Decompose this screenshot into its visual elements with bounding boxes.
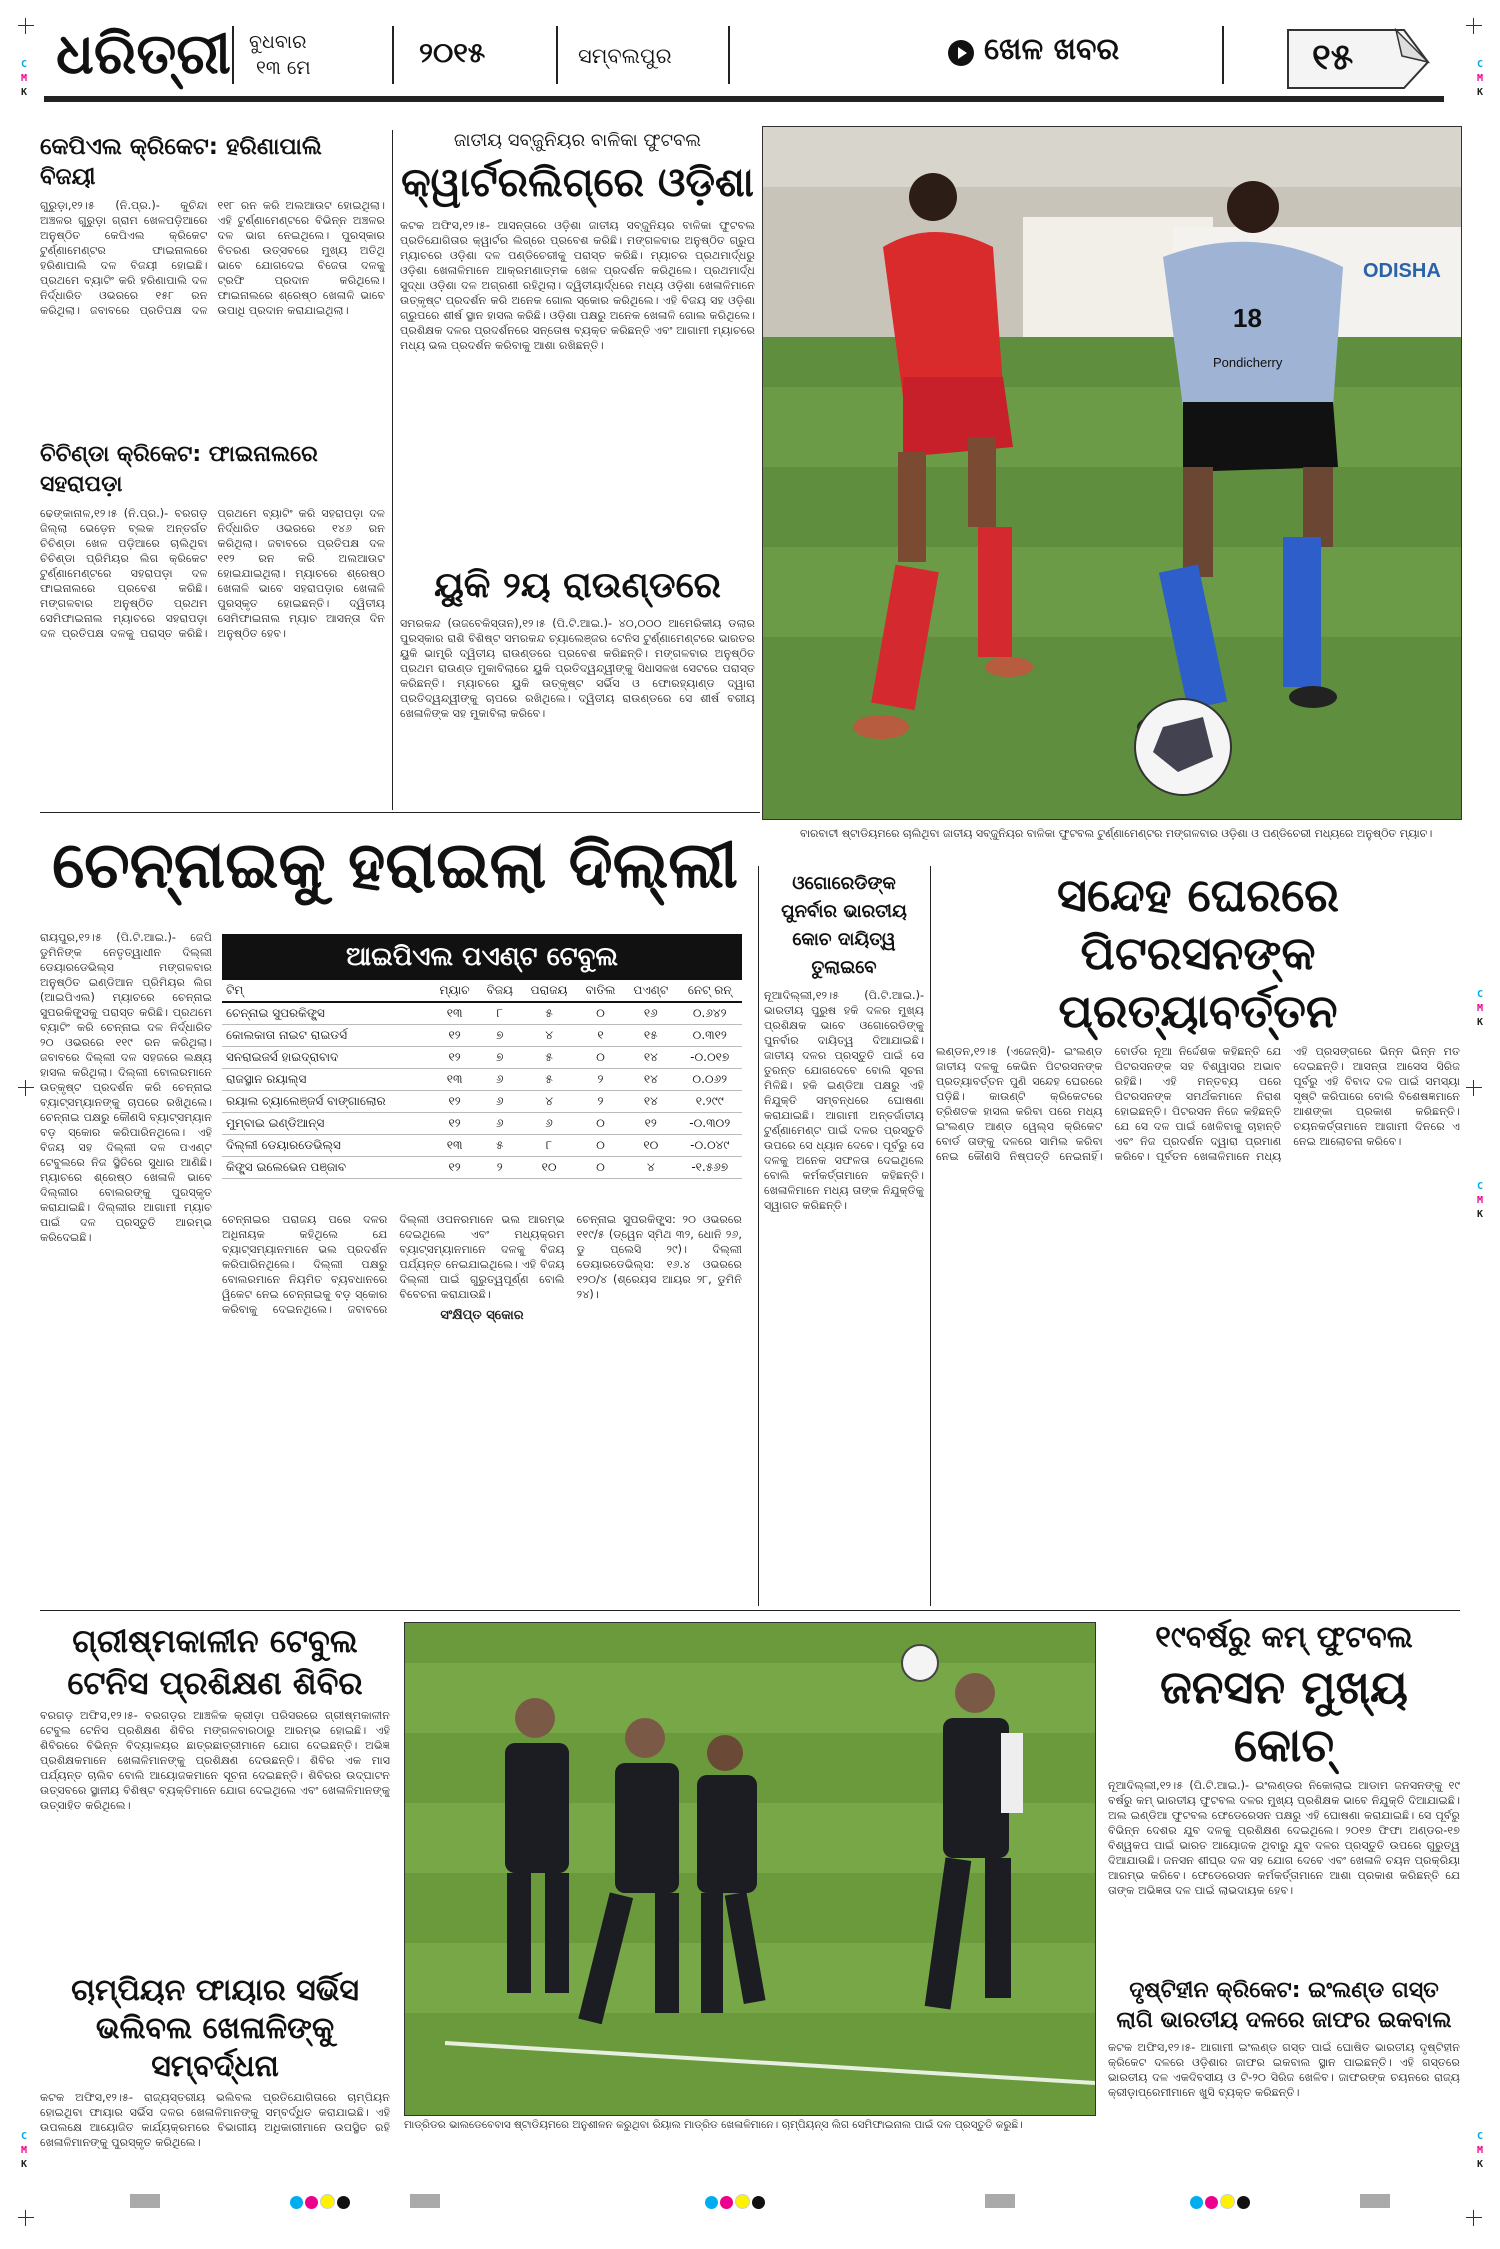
grey-patch — [130, 2194, 160, 2208]
divider — [232, 26, 234, 84]
table-cell: ୬ — [521, 1113, 577, 1135]
table-cell: ୨ — [577, 1069, 624, 1091]
grey-patch — [1360, 2194, 1390, 2208]
issue-date: ୧୩ ମେ — [256, 57, 311, 79]
column-rule — [392, 130, 393, 810]
divider — [392, 26, 394, 84]
team-name: ମୁମ୍ବାଇ ଇଣ୍ଡିଆନ୍ସ — [222, 1113, 431, 1135]
team-name: ଦିଲ୍ଲୀ ଡେୟାରଡେଭିଲ୍ସ — [222, 1135, 431, 1157]
table-header-cell: ଟିମ୍ — [222, 980, 431, 1002]
column-rule — [930, 866, 931, 1606]
kicker: ଜାତୀୟ ସବ୍‌ଜୁନିୟର ବାଳିକା ଫୁଟବଲ — [453, 130, 702, 151]
jersey-text: Pondicherry — [1213, 355, 1283, 370]
headline: ଗ୍ରୀଷ୍ମକାଳୀନ ଟେବୁଲ ଟେନିସ ପ୍ରଶିକ୍ଷଣ ଶିବିର — [67, 1622, 363, 1702]
issue-day: ବୁଧବାର — [249, 31, 307, 53]
article-body: ଢେଙ୍କାନାଳ,୧୨।୫ (ନି.ପ୍ର.)- ବରଗଡ଼ ଜିଲ୍ଲା ଭେଡ଼େନ ବ୍ଲକ ଅନ୍ତର୍ଗତ ଚିଚିଣ୍ଡା ଖେଳ ପଡ଼ିଆରେ ଚାଲିଥିବା ଚିଚିଣ୍ଡା ପ୍ରିମିୟର ଲିଗ କ୍ରିକେଟ ଟୁର୍ଣ୍ଣାମେଣ୍ଟରେ ସହରାପଡ଼ା ଦଳ ଫାଇନାଲରେ ପ୍ରବେଶ କରିଛି। ମଙ୍ଗଳବାର ଅନୁଷ୍ଠିତ ପ୍ରଥମ ସେମିଫାଇନାଲ ମ୍ୟାଚରେ ସହରାପଡ଼ା ଦଳ ପ୍ରତିପକ୍ଷ ଦଳକୁ ପରାସ୍ତ କରିଛି। ପ୍ରଥମେ ବ୍ୟାଟିଂ କରି ସହରାପଡ଼ା ଦଳ ନିର୍ଦ୍ଧାରିତ ଓଭରରେ ୧୪୬ ରନ କରିଥିଲା। ଜବାବରେ ପ୍ରତିପକ୍ଷ ଦଳ ୧୧୨ ରନ କରି ଅଲଆଉଟ ହୋଇଯାଇଥିଲା। ମ୍ୟାଚରେ ଶ୍ରେଷ୍ଠ ଖେଳାଳି ଭାବେ ସହରାପଡ଼ାର ଖେଳାଳି ପୁରସ୍କୃତ ହୋଇଛନ୍ତି। ଦ୍ୱିତୀୟ ସେମିଫାଇନାଲ ମ୍ୟାଚ ଆସନ୍ତା ଦିନ ଅନୁଷ୍ଠିତ ହେବ। — [40, 507, 385, 640]
headline: ଜନସନ ମୁଖ୍ୟ କୋଚ୍ — [1160, 1660, 1408, 1772]
table-cell: ୧୬ — [624, 1002, 677, 1025]
table-header-cell: ବିଜୟ — [478, 980, 521, 1002]
table-row — [222, 1157, 742, 1179]
table-cell: ୧୦ — [521, 1157, 577, 1179]
headline: କେପିଏଲ କ୍ରିକେଟ: ହରିଣାପାଲି ବିଜୟୀ — [40, 134, 322, 190]
headline: ଓଗୋରେଡିଙ୍କ ପୁନର୍ବାର ଭାରତୀୟ କୋଚ ଦାୟିତ୍ୱ ତୁଲାଇବେ — [781, 873, 907, 978]
table-header-cell: ପରାଜୟ — [521, 980, 577, 1002]
registration-crosshair — [1466, 18, 1482, 34]
article-text: ଚେନ୍ନାଇର ପରାଜୟ ପରେ ଦଳର ଅଧିନାୟକ କହିଥିଲେ ଯେ ବ୍ୟାଟ୍ସମ୍ୟାନମାନେ ଭଲ ପ୍ରଦର୍ଶନ କରିପାରିନଥିଲେ। ଦିଲ୍ଲୀ ପକ୍ଷରୁ ବୋଲରମାନେ ନିୟମିତ ବ୍ୟବଧାନରେ ୱିକେଟ ନେଇ ଚେନ୍ନାଇକୁ ବଡ଼ ସ୍କୋର କରିବାକୁ ଦେଇନଥିଲେ। ଜବାବରେ ଦିଲ୍ଲୀ ଓପନରମାନେ ଭଲ ଆରମ୍ଭ ଦେଇଥିଲେ ଏବଂ ମଧ୍ୟକ୍ରମ ବ୍ୟାଟ୍ସମ୍ୟାନମାନେ ଦଳକୁ ବିଜୟ ପର୍ଯ୍ୟନ୍ତ ନେଇଯାଇଥିଲେ। ଏହି ବିଜୟ ଦିଲ୍ଲୀ ପାଇଁ ଗୁରୁତ୍ୱପୂର୍ଣ୍ଣ ବୋଲି ବିବେଚନା କରାଯାଉଛି। — [222, 1213, 565, 1316]
article-body: କଟକ ଅଫିସ,୧୨।୫- ଆସନ୍ତାରେ ଓଡ଼ିଶା ଜାତୀୟ ସବ୍‌ଜୁନିୟର ବାଳିକା ଫୁଟବଲ ପ୍ରତିଯୋଗିତାର କ୍ୱାର୍ଟର ଲିଗ୍‌ରେ ପ୍ରବେଶ କରିଛି। ମଙ୍ଗଳବାର ଅନୁଷ୍ଠିତ ଗ୍ରୁପ ମ୍ୟାଚରେ ଓଡ଼ିଶା ଦଳ ପଣ୍ଡିଚେରୀକୁ ପରାସ୍ତ କରିଛି। ମ୍ୟାଚର ପ୍ରଥମାର୍ଦ୍ଧରୁ ଓଡ଼ିଶା ଖେଳାଳିମାନେ ଆକ୍ରମଣାତ୍ମକ ଖେଳ ପ୍ରଦର୍ଶନ କରିଥିଲେ। ପ୍ରଥମାର୍ଦ୍ଧ ସୁଦ୍ଧା ଓଡ଼ିଶା ଦଳ ଅଗ୍ରଣୀ ରହିଥିଲା। ଦ୍ୱିତୀୟାର୍ଦ୍ଧରେ ମଧ୍ୟ ଓଡ଼ିଶା ଖେଳାଳିମାନେ ଉତ୍କୃଷ୍ଟ ପ୍ରଦର୍ଶନ କରି ଅନେକ ଗୋଲ ସ୍କୋର କରିଥିଲେ। ଏହି ବିଜୟ ସହ ଓଡ଼ିଶା ଗ୍ରୁପରେ ଶୀର୍ଷ ସ୍ଥାନ ହାସଲ କରିଛି। ଓଡ଼ିଶା ପକ୍ଷରୁ ଅନେକ ଖେଳାଳି ଗୋଲ କରିଥିଲେ। ପ୍ରଶିକ୍ଷକ ଦଳର ପ୍ରଦର୍ଶନରେ ସନ୍ତୋଷ ବ୍ୟକ୍ତ କରିଛନ୍ତି ଏବଂ ଆଗାମୀ ମ୍ୟାଚରେ ମଧ୍ୟ ଭଲ ପ୍ରଦର୍ଶନ କରିବାକୁ ଆଶା ରଖିଛନ୍ତି। — [400, 219, 755, 352]
table-cell: ୨ — [577, 1091, 624, 1113]
team-name: ସନରାଇଜର୍ସ ହାଇଦ୍ରାବାଦ — [222, 1047, 431, 1069]
edition-city: ସମ୍ବଲପୁର — [578, 44, 672, 68]
table-cell: ୫ — [478, 1135, 521, 1157]
divider — [556, 26, 558, 84]
cmyk-mark: C M K — [1476, 59, 1484, 98]
team-name: ରୟାଲ ଚ୍ୟାଲେଞ୍ଜର୍ସ ବାଙ୍ଗାଲୋର — [222, 1091, 431, 1113]
table-cell: ୧ — [577, 1025, 624, 1047]
football-ball — [1135, 699, 1231, 795]
table-cell: ୦ — [577, 1157, 624, 1179]
article-body: କଟକ ଅଫିସ,୧୨।୫- ରାଜ୍ୟସ୍ତରୀୟ ଭଲିବଲ ପ୍ରତିଯୋଗିତାରେ ଚାମ୍ପିୟନ ହୋଇଥିବା ଫାୟାର ସର୍ଭିସ ଦଳର ଖେଳାଳିମାନଙ୍କୁ ସମ୍ବର୍ଦ୍ଧିତ କରାଯାଇଛି। ଏହି ଉପଲକ୍ଷେ ଆୟୋଜିତ କାର୍ଯ୍ୟକ୍ରମରେ ବିଭାଗୀୟ ଅଧିକାରୀମାନେ ଉପସ୍ଥିତ ରହି ଖେଳାଳିମାନଙ୍କୁ ପୁରସ୍କୃତ କରିଥିଲେ। — [40, 2091, 390, 2149]
cmyk-mark: C M K — [1476, 2131, 1484, 2170]
table-cell: ୪ — [624, 1157, 677, 1179]
registration-crosshair — [1466, 1080, 1482, 1096]
scorecard-title: ସଂକ୍ଷିପ୍ତ ସ୍କୋର — [440, 1308, 524, 1323]
article-body: ନୂଆଦିଲ୍ଲୀ,୧୨।୫ (ପି.ଟି.ଆଇ.)- ଇଂଲଣ୍ଡର ନିକୋଲାଇ ଆଡାମ ଜନସନଙ୍କୁ ୧୯ ବର୍ଷରୁ କମ୍ ଭାରତୀୟ ଫୁଟବଲ ଦଳର ମୁଖ୍ୟ ପ୍ରଶିକ୍ଷକ ଭାବେ ନିଯୁକ୍ତି ଦିଆଯାଇଛି। ଅଲ ଇଣ୍ଡିଆ ଫୁଟବଲ ଫେଡେରେସନ ପକ୍ଷରୁ ଏହି ଘୋଷଣା କରାଯାଇଛି। ସେ ପୂର୍ବରୁ ବିଭିନ୍ନ ଦେଶର ଯୁବ ଦଳକୁ ପ୍ରଶିକ୍ଷଣ ଦେଇଥିଲେ। ୨୦୧୭ ଫିଫା ଅଣ୍ଡର-୧୭ ବିଶ୍ୱକପ ପାଇଁ ଭାରତ ଆୟୋଜକ ଥିବାରୁ ଯୁବ ଦଳର ପ୍ରସ୍ତୁତି ଉପରେ ଗୁରୁତ୍ୱ ଦିଆଯାଉଛି। ଜନସନ ଶୀଘ୍ର ଦଳ ସହ ଯୋଗ ଦେବେ ଏବଂ ଖେଳାଳି ଚୟନ ପ୍ରକ୍ରିୟା ଆରମ୍ଭ କରିବେ। ଫେଡେରେସନ କର୍ମକର୍ତ୍ତାମାନେ ଆଶା ପ୍ରକାଶ କରିଛନ୍ତି ଯେ ତାଙ୍କ ଅଭିଜ୍ଞତା ଦଳ ପାଇଁ ଲାଭଦାୟକ ହେବ। — [1108, 1779, 1460, 1897]
points-table — [222, 980, 742, 1179]
article-body-delhi-2 — [222, 1212, 742, 1592]
table-row — [222, 1135, 742, 1157]
table-cell: ୬ — [478, 1113, 521, 1135]
table-cell: -୦.୦୪୯ — [677, 1135, 742, 1157]
headline: ୟୁକି ୨ୟ ରାଉଣ୍ଡରେ — [434, 565, 721, 606]
table-cell: ୫ — [521, 1047, 577, 1069]
cmyk-mark: C M K — [20, 2131, 28, 2170]
table-cell: ୧୪ — [624, 1069, 677, 1091]
headline: ସନ୍ଦେହ ଘେରରେ ପିଟରସନଙ୍କ ପ୍ରତ୍ୟାବର୍ତ୍ତନ — [1056, 868, 1340, 1038]
grey-patch — [985, 2194, 1015, 2208]
table-cell: -୧.୫୬୭ — [677, 1157, 742, 1179]
table-cell: ୧.୨୯୯ — [677, 1091, 742, 1113]
story-coach — [764, 870, 924, 1596]
section-title: ଖେଳ ଖବର — [984, 32, 1120, 67]
cmyk-mark: C M K — [20, 59, 28, 98]
row-rule — [40, 1610, 1460, 1611]
football-photo — [762, 126, 1462, 820]
story-jansen — [1108, 1618, 1460, 2030]
masthead — [44, 20, 1464, 120]
table-header-cell: ବାତିଲ — [577, 980, 624, 1002]
story-volleyball — [40, 1972, 390, 2186]
headline: ଚାମ୍ପିୟନ ଫାୟାର ସର୍ଭିସ ଭଲିବଲ ଖେଳାଳିଙ୍କୁ ସମ୍ବର୍ଦ୍ଧନା — [71, 1973, 359, 2084]
photo-caption: ମାଡ୍ରିଡର ଭାଲଡେବେବାସ ଷ୍ଟାଡିୟମରେ ଅନୁଶୀଳନ କରୁଥିବା ରିୟାଲ ମାଡ୍ରିଡ ଖେଳାଳିମାନେ। ଚାମ୍ପିୟନ୍ସ ଲିଗ ସେମିଫାଇନାଲ ପାଇଁ ଦଳ ପ୍ରସ୍ତୁତି କରୁଛି। — [404, 2119, 1023, 2131]
story-blind-cricket — [1108, 1976, 1460, 2140]
table-cell: ୦.୩୧୨ — [677, 1025, 742, 1047]
table-cell: ୧୫ — [624, 1025, 677, 1047]
table-cell: ୬ — [478, 1091, 521, 1113]
story-kpl-cricket — [40, 132, 385, 488]
cmyk-mark: C M K — [1476, 1181, 1484, 1220]
story-yuki — [400, 560, 755, 812]
table-cell: ୧୨ — [431, 1113, 479, 1135]
table-row — [222, 1047, 742, 1069]
table-cell: ୮ — [521, 1135, 577, 1157]
table-row — [222, 1091, 742, 1113]
story-table-tennis — [40, 1620, 390, 1972]
table-cell: -୦.୩୦୨ — [677, 1113, 742, 1135]
table-cell: ୦ — [577, 1047, 624, 1069]
table-cell: ୧୨ — [431, 1091, 479, 1113]
cmyk-mark: C M K — [1476, 989, 1484, 1028]
soccer-training-photo — [404, 1622, 1096, 2116]
table-header-cell: ପଏଣ୍ଟ — [624, 980, 677, 1002]
table-row — [222, 1069, 742, 1091]
table-cell: ୧୨ — [431, 1047, 479, 1069]
table-row — [222, 1113, 742, 1135]
headline: ଦୃଷ୍ଟିହୀନ କ୍ରିକେଟ: ଇଂଲଣ୍ଡ ଗସ୍ତ ଲାଗି ଭାରତୀୟ ଦଳରେ ଜାଫର ଇକବାଲ — [1116, 1978, 1452, 2033]
issue-year: ୨୦୧୫ — [419, 36, 486, 69]
table-cell: ୧୨ — [431, 1157, 479, 1179]
table-row — [222, 1025, 742, 1047]
table-header-cell: ନେଟ୍ ରନ୍ — [677, 980, 742, 1002]
table-row — [222, 1002, 742, 1025]
article-body: ନୂଆଦିଲ୍ଲୀ,୧୨।୫ (ପି.ଟି.ଆଇ.)- ଭାରତୀୟ ପୁରୁଷ ହକି ଦଳର ମୁଖ୍ୟ ପ୍ରଶିକ୍ଷକ ଭାବେ ଓଗୋରେଡିଙ୍କୁ ପୁନର୍ବାର ଦାୟିତ୍ୱ ଦିଆଯାଇଛି। ଜାତୀୟ ଦଳର ପ୍ରସ୍ତୁତି ପାଇଁ ସେ ତୁରନ୍ତ ଯୋଗଦେବେ ବୋଲି ସୂଚନା ମିଳିଛି। ହକି ଇଣ୍ଡିଆ ପକ୍ଷରୁ ଏହି ନିଯୁକ୍ତି ସମ୍ବନ୍ଧରେ ଘୋଷଣା କରାଯାଇଛି। ଆଗାମୀ ଅନ୍ତର୍ଜାତୀୟ ଟୁର୍ଣ୍ଣାମେଣ୍ଟ ପାଇଁ ଦଳର ପ୍ରସ୍ତୁତି ଉପରେ ସେ ଧ୍ୟାନ ଦେବେ। ପୂର୍ବରୁ ସେ ଦଳକୁ ଅନେକ ସଫଳତା ଦେଇଥିଲେ ବୋଲି କର୍ମକର୍ତ୍ତାମାନେ କହିଛନ୍ତି। ଖେଳାଳିମାନେ ମଧ୍ୟ ତାଙ୍କ ନିଯୁକ୍ତିକୁ ସ୍ୱାଗତ କରିଛନ୍ତି। — [764, 989, 924, 1212]
article-body: ବରଗଡ଼ ଅଫିସ,୧୨।୫- ବରଗଡ଼ର ଆଞ୍ଚଳିକ କ୍ରୀଡ଼ା ପରିସରରେ ଗ୍ରୀଷ୍ମକାଳୀନ ଟେବୁଲ ଟେନିସ ପ୍ରଶିକ୍ଷଣ ଶିବିର ମଙ୍ଗଳବାରଠାରୁ ଆରମ୍ଭ ହୋଇଛି। ଏହି ଶିବିରରେ ବିଭିନ୍ନ ବିଦ୍ୟାଳୟର ଛାତ୍ରଛାତ୍ରୀମାନେ ଯୋଗ ଦେଇଛନ୍ତି। ଅଭିଜ୍ଞ ପ୍ରଶିକ୍ଷକମାନେ ଖେଳାଳିମାନଙ୍କୁ ପ୍ରଶିକ୍ଷଣ ଦେଉଛନ୍ତି। ଶିବିର ଏକ ମାସ ପର୍ଯ୍ୟନ୍ତ ଚାଲିବ ବୋଲି ଆୟୋଜକମାନେ ସୂଚନା ଦେଇଛନ୍ତି। ଶିବିରର ଉଦ୍‌ଘାଟନ ଉତ୍ସବରେ ସ୍ଥାନୀୟ ବିଶିଷ୍ଟ ବ୍ୟକ୍ତିମାନେ ଯୋଗ ଦେଇଥିଲେ ଏବଂ ଖେଳାଳିମାନଙ୍କୁ ଉତ୍ସାହିତ କରିଥିଲେ। — [40, 1709, 390, 1812]
article-body: କଟକ ଅଫିସ,୧୨।୫- ଆଗାମୀ ଇଂଲଣ୍ଡ ଗସ୍ତ ପାଇଁ ଘୋଷିତ ଭାରତୀୟ ଦୃଷ୍ଟିହୀନ କ୍ରିକେଟ ଦଳରେ ଓଡ଼ିଶାର ଜାଫର ଇକବାଲ ସ୍ଥାନ ପାଇଛନ୍ତି। ଏହି ଗସ୍ତରେ ଭାରତୀୟ ଦଳ ଏକଦିବସୀୟ ଓ ଟି-୨୦ ସିରିଜ ଖେଳିବ। ଜାଫରଙ୍କ ଚୟନରେ ରାଜ୍ୟ କ୍ରୀଡ଼ାପ୍ରେମୀମାନେ ଖୁସି ବ୍ୟକ୍ତ କରିଛନ୍ତି। — [1108, 2041, 1460, 2099]
team-name: ରାଜସ୍ଥାନ ରୟାଲ୍ସ — [222, 1069, 431, 1091]
table-cell: -୦.୦୧୭ — [677, 1047, 742, 1069]
table-cell: ୧୪ — [624, 1047, 677, 1069]
color-dots — [1190, 2194, 1252, 2213]
kicker: ୧୯ବର୍ଷରୁ କମ୍ ଫୁଟବଲ — [1155, 1620, 1413, 1655]
registration-crosshair — [18, 1080, 34, 1096]
table-cell: ୧୩ — [431, 1002, 479, 1025]
divider — [1222, 26, 1224, 84]
page-number: ୧୫ — [1312, 36, 1354, 78]
headline: ଚିଚିଣ୍ଡା କ୍ରିକେଟ: ଫାଇନାଲରେ ସହରାପଡ଼ା — [40, 442, 318, 497]
column-rule — [758, 866, 759, 1606]
headline-delhi: ଚେନ୍ନାଇକୁ ହରାଇଲା ଦିଲ୍ଲୀ — [52, 829, 738, 903]
scorecard-text: ଚେନ୍ନାଇ ସୁପରକିଙ୍ଗ୍ସ: ୨୦ ଓଭରରେ ୧୧୯/୫ (ଡ୍ୱେନ ସ୍ମିଥ ୩୨, ଧୋନି ୨୬, ଡୁ ପ୍ଲେସି ୨୯)। ଦିଲ୍ଲୀ ଡେୟାରଡେଭିଲ୍ସ: ୧୬.୪ ଓଭରରେ ୧୨୦/୪ (ଶ୍ରେୟସ ଆୟର ୨୮, ଡୁମିନି ୨୪)। — [576, 1213, 742, 1301]
table-cell: ୧୨ — [624, 1113, 677, 1135]
banner-text-right: ODISHA — [1363, 260, 1441, 282]
table-cell: ୧୨ — [431, 1025, 479, 1047]
page-corner — [1284, 22, 1432, 92]
article-body: ଲଣ୍ଡନ,୧୨।୫ (ଏଜେନ୍ସି)- ଇଂଲଣ୍ଡ ଜାତୀୟ ଦଳକୁ କେଭିନ ପିଟରସନଙ୍କ ପ୍ରତ୍ୟାବର୍ତ୍ତନ ପୁଣି ସନ୍ଦେହ ଘେରରେ ପଡ଼ିଛି। କାଉଣ୍ଟି କ୍ରିକେଟରେ ତ୍ରିଶତକ ହାସଲ କରିବା ପରେ ମଧ୍ୟ ଇଂଲଣ୍ଡ ଆଣ୍ଡ ୱେଲ୍ସ କ୍ରିକେଟ ବୋର୍ଡ ତାଙ୍କୁ ଦଳରେ ସାମିଲ କରିବା ନେଇ କୌଣସି ନିଷ୍ପତ୍ତି ନେଇନାହିଁ। ବୋର୍ଡର ନୂଆ ନିର୍ଦ୍ଦେଶକ କହିଛନ୍ତି ଯେ ପିଟରସନଙ୍କ ସହ ବିଶ୍ୱାସର ଅଭାବ ରହିଛି। ଏହି ମନ୍ତବ୍ୟ ପରେ ପିଟରସନଙ୍କ ସମର୍ଥକମାନେ ନିରାଶ ହୋଇଛନ୍ତି। ପିଟରସନ ନିଜେ କହିଛନ୍ତି ଯେ ସେ ଦଳ ପାଇଁ ଖେଳିବାକୁ ଚାହାନ୍ତି ଏବଂ ନିଜ ପ୍ରଦର୍ଶନ ଦ୍ୱାରା ପ୍ରମାଣ କରିବେ। ପୂର୍ବତନ ଖେଳାଳିମାନେ ମଧ୍ୟ ଏହି ପ୍ରସଙ୍ଗରେ ଭିନ୍ନ ଭିନ୍ନ ମତ ଦେଇଛନ୍ତି। ଆସନ୍ତା ଆସେସ ସିରିଜ ପୂର୍ବରୁ ଏହି ବିବାଦ ଦଳ ପାଇଁ ସମସ୍ୟା ସୃଷ୍ଟି କରିପାରେ ବୋଲି ବିଶେଷଜ୍ଞମାନେ ଆଶଙ୍କା ପ୍ରକାଶ କରିଛନ୍ତି। ଚୟନକର୍ତ୍ତାମାନେ ଆଗାମୀ ଦିନରେ ଏ ନେଇ ଆଲୋଚନା କରିବେ। — [936, 1045, 1460, 1163]
table-cell: ୦ — [577, 1113, 624, 1135]
table-cell: ୫ — [521, 1002, 577, 1025]
table-cell: ୪ — [521, 1025, 577, 1047]
article-body-delhi: ରାୟପୁର,୧୨।୫ (ପି.ଟି.ଆଇ.)- ଜେପି ଡୁମିନିଙ୍କ ନେତୃତ୍ୱାଧୀନ ଦିଲ୍ଲୀ ଡେୟାରଡେଭିଲ୍ସ ମଙ୍ଗଳବାର ଅନୁଷ୍ଠିତ ଇଣ୍ଡିଆନ ପ୍ରିମିୟର ଲିଗ (ଆଇପିଏଲ) ମ୍ୟାଚରେ ଚେନ୍ନାଇ ସୁପରକିଙ୍ଗ୍ସକୁ ପରାସ୍ତ କରିଛି। ପ୍ରଥମେ ବ୍ୟାଟିଂ କରି ଚେନ୍ନାଇ ଦଳ ନିର୍ଦ୍ଧାରିତ ୨୦ ଓଭରରେ ୧୧୯ ରନ କରିଥିଲା। ଜବାବରେ ଦିଲ୍ଲୀ ଦଳ ସହଜରେ ଲକ୍ଷ୍ୟ ହାସଲ କରିଥିଲା। ଦିଲ୍ଲୀ ବୋଲରମାନେ ଉତ୍କୃଷ୍ଟ ପ୍ରଦର୍ଶନ କରି ଚେନ୍ନାଇ ବ୍ୟାଟ୍ସମ୍ୟାନଙ୍କୁ ଚାପରେ ରଖିଥିଲେ। ଚେନ୍ନାଇ ପକ୍ଷରୁ କୌଣସି ବ୍ୟାଟ୍ସମ୍ୟାନ ବଡ଼ ସ୍କୋର କରିପାରିନଥିଲେ। ଏହି ବିଜୟ ସହ ଦିଲ୍ଲୀ ଦଳ ପଏଣ୍ଟ ଟେବୁଲରେ ନିଜ ସ୍ଥିତିରେ ସୁଧାର ଆଣିଛି। ମ୍ୟାଚରେ ଶ୍ରେଷ୍ଠ ଖେଳାଳି ଭାବେ ଦିଲ୍ଲୀର ବୋଲରଙ୍କୁ ପୁରସ୍କୃତ କରାଯାଇଛି। ଦିଲ୍ଲୀର ଆଗାମୀ ମ୍ୟାଚ ପାଇଁ ଦଳ ପ୍ରସ୍ତୁତି ଆରମ୍ଭ କରିଦେଇଛି। — [40, 931, 212, 1244]
story-football — [400, 128, 755, 536]
row-rule — [40, 812, 760, 813]
newspaper-logo: ଧରିତ୍ରୀ — [56, 21, 231, 87]
table-cell: ୬ — [478, 1069, 521, 1091]
table-cell: ୭ — [478, 1047, 521, 1069]
table-cell: ୧୪ — [624, 1091, 677, 1113]
table-cell: ୨ — [478, 1157, 521, 1179]
story-pietersen — [936, 866, 1460, 1656]
table-cell: ୦ — [577, 1135, 624, 1157]
photo-caption: ବାରବାଟୀ ଷ୍ଟାଡିୟମରେ ଚାଲିଥିବା ଜାତୀୟ ସବ୍‌ଜୁନିୟର ବାଳିକା ଫୁଟବଲ ଟୁର୍ଣ୍ଣାମେଣ୍ଟର ମଙ୍ଗଳବାର ଓଡ଼ିଶା ଓ ପଣ୍ଡିଚେରୀ ମଧ୍ୟରେ ଅନୁଷ୍ଠିତ ମ୍ୟାଚ। — [800, 827, 1433, 840]
table-cell: ୦.୦୬୨ — [677, 1069, 742, 1091]
play-icon — [948, 40, 974, 66]
registration-crosshair — [18, 18, 34, 34]
color-calibration-bar — [0, 2190, 1500, 2216]
table-cell: ୧୦ — [624, 1135, 677, 1157]
grey-patch — [410, 2194, 440, 2208]
table-cell: ୮ — [478, 1002, 521, 1025]
jersey-number: 18 — [1233, 303, 1262, 333]
color-dots — [705, 2194, 767, 2213]
headline: କ୍ୱାର୍ଟରଲିଗ୍‌ରେ ଓଡ଼ିଶା — [401, 160, 754, 206]
divider — [728, 26, 730, 84]
masthead-rule — [44, 96, 1444, 102]
color-dots — [290, 2194, 352, 2213]
article-body: ଗୁରୁଡ଼ା,୧୨।୫ (ନି.ପ୍ର.)- କୁଚିନ୍ଦା ଅଞ୍ଚଳର ଗୁରୁଡ଼ା ଗ୍ରାମ ଖେଳପଡ଼ିଆରେ ଅନୁଷ୍ଠିତ କେପିଏଲ କ୍ରିକେଟ ଟୁର୍ଣ୍ଣାମେଣ୍ଟର ଫାଇନାଲରେ ହରିଣାପାଲି ଦଳ ବିଜୟୀ ହୋଇଛି। ପ୍ରଥମେ ବ୍ୟାଟିଂ କରି ହରିଣାପାଲି ଦଳ ନିର୍ଦ୍ଧାରିତ ଓଭରରେ ୧୫୮ ରନ କରିଥିଲା। ଜବାବରେ ପ୍ରତିପକ୍ଷ ଦଳ ୧୧୮ ରନ କରି ଅଲଆଉଟ ହୋଇଥିଲା। ଏହି ଟୁର୍ଣ୍ଣାମେଣ୍ଟରେ ବିଭିନ୍ନ ଅଞ୍ଚଳର ଦଳ ଭାଗ ନେଇଥିଲେ। ପୁରସ୍କାର ବିତରଣ ଉତ୍ସବରେ ମୁଖ୍ୟ ଅତିଥି ଭାବେ ଯୋଗଦେଇ ବିଜେତା ଦଳକୁ ଟ୍ରଫି ପ୍ରଦାନ କରିଥିଲେ। ଫାଇନାଲରେ ଶ୍ରେଷ୍ଠ ଖେଳାଳି ଭାବେ ଉପାଧି ପ୍ରଦାନ କରାଯାଇଥିଲା। — [40, 199, 385, 317]
table-cell: ୦.୬୪୨ — [677, 1002, 742, 1025]
table-cell: ୧୩ — [431, 1135, 479, 1157]
team-name: କିଙ୍ଗ୍ସ ଇଲେଭେନ ପଞ୍ଜାବ — [222, 1157, 431, 1179]
story-chichinda — [40, 440, 385, 846]
table-cell: ୧୩ — [431, 1069, 479, 1091]
table-title: ଆଇପିଏଲ ପଏଣ୍ଟ ଟେବୁଲ — [222, 934, 742, 980]
article-body: ସମରକନ୍ଦ (ଉଜବେକିସ୍ତାନ),୧୨।୫ (ପି.ଟି.ଆଇ.)- ୪୦,୦୦୦ ଆମେରିକୀୟ ଡଲାର ପୁରସ୍କାର ରାଶି ବିଶିଷ୍ଟ ସମରକନ୍ଦ ଚ୍ୟାଲେଞ୍ଜର ଟେନିସ ଟୁର୍ଣ୍ଣାମେଣ୍ଟରେ ଭାରତର ୟୁକି ଭାମ୍ବ୍ରି ଦ୍ୱିତୀୟ ରାଉଣ୍ଡରେ ପ୍ରବେଶ କରିଛନ୍ତି। ମଙ୍ଗଳବାର ଅନୁଷ୍ଠିତ ପ୍ରଥମ ରାଉଣ୍ଡ ମୁକାବିଲାରେ ୟୁକି ପ୍ରତିଦ୍ୱନ୍ଦ୍ୱୀଙ୍କୁ ସିଧାସଳଖ ସେଟରେ ପରାସ୍ତ କରିଛନ୍ତି। ମ୍ୟାଚରେ ୟୁକି ଉତ୍କୃଷ୍ଟ ସର୍ଭିସ ଓ ଫୋରହ୍ୟାଣ୍ଡ ଦ୍ୱାରା ପ୍ରତିଦ୍ୱନ୍ଦ୍ୱୀଙ୍କୁ ଚାପରେ ରଖିଥିଲେ। ଦ୍ୱିତୀୟ ରାଉଣ୍ଡରେ ସେ ଶୀର୍ଷ ବରୀୟ ଖେଳାଳିଙ୍କ ସହ ମୁକାବିଲା କରିବେ। — [400, 617, 755, 720]
team-name: କୋଲକାତା ନାଇଟ ରାଇଡର୍ସ — [222, 1025, 431, 1047]
table-cell: ୦ — [577, 1002, 624, 1025]
table-header-cell: ମ୍ୟାଚ — [431, 980, 479, 1002]
table-cell: ୫ — [521, 1069, 577, 1091]
ipl-points-table — [222, 934, 742, 1179]
table-cell: ୭ — [478, 1025, 521, 1047]
table-cell: ୪ — [521, 1091, 577, 1113]
team-name: ଚେନ୍ନାଇ ସୁପରକିଙ୍ଗ୍ସ — [222, 1002, 431, 1025]
